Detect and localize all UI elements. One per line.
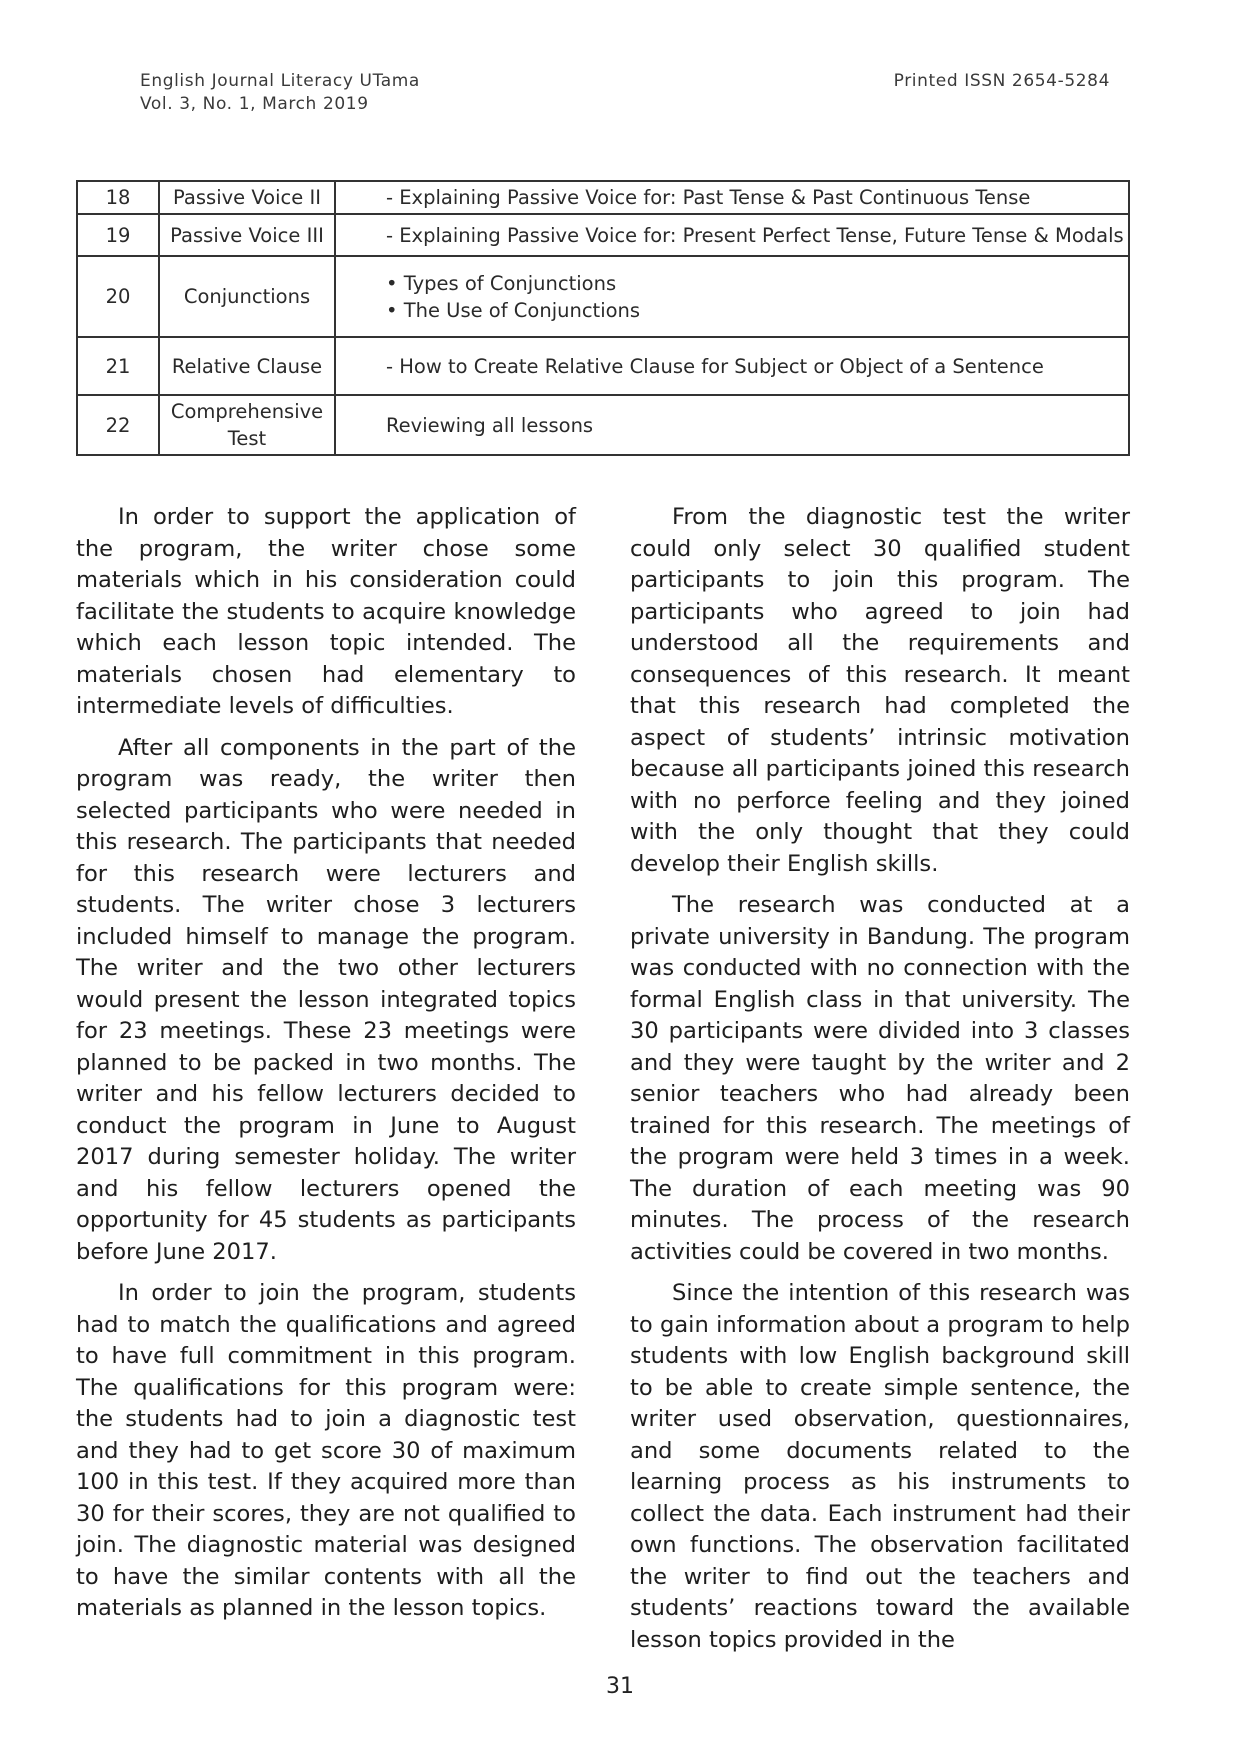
lesson-topics-table xyxy=(76,180,1130,456)
description-line: Reviewing all lessons xyxy=(386,413,594,437)
lesson-description xyxy=(335,181,1129,214)
row-number: 19 xyxy=(77,214,159,256)
paragraph: After all components in the part of the program was ready, the writer then selected participants who were needed in this research. The participants that needed for this research were lecturers and students. The writer chose 3 lecturers included himself to manage the program. The writer and the two other lecturers would present the lesson integrated topics for 23 meetings. These 23 meetings were planned to be packed in two months. The writer and his fellow lecturers decided to conduct the program in June to August 2017 during semester holiday. The writer and his fellow lecturers opened the opportunity for 45 students as participants before June 2017. xyxy=(76,734,576,1265)
lesson-topic: Passive Voice II xyxy=(159,181,335,214)
lesson-topic: Comprehensive Test xyxy=(159,395,335,455)
paragraph: In order to join the program, students had to match the qualifications and agreed to have full commitment in this program. The qualifications for this program were: the students had to join a diagnostic test and they had to get score 30 of maximum 100 in this test. If they acquired more than 30 for their scores, they are not qualified to join. The diagnostic material was designed to have the similar contents with all the materials as planned in the lesson topics. xyxy=(76,1280,576,1621)
description-line: - How to Create Relative Clause for Subject or Object of a Sentence xyxy=(386,354,1044,378)
journal-volume: Vol. 3, No. 1, March 2019 xyxy=(140,94,369,114)
lesson-description xyxy=(335,395,1129,455)
lesson-description xyxy=(335,214,1129,256)
description-line: • The Use of Conjunctions xyxy=(386,298,641,322)
page-number: 31 xyxy=(606,1674,634,1699)
row-number: 18 xyxy=(77,181,159,214)
table-row xyxy=(77,256,1129,337)
paragraph: In order to support the application of the program, the writer chose some materials which in his consideration could facilitate the students to acquire knowledge which each lesson topic intended. The materials chosen had elementary to intermediate levels of difficulties. xyxy=(76,504,576,719)
right-column xyxy=(630,502,1130,1666)
paragraph: From the diagnostic test the writer could only select 30 qualified student participants to join this program. The participants who agreed to join had understood all the requirements and consequences of this research. It meant that this research had completed the aspect of students’ intrinsic motivation because all participants joined this research with no perforce feeling and they joined with the only thought that they could develop their English skills. xyxy=(630,504,1130,877)
table-row xyxy=(77,214,1129,256)
description-line: • Types of Conjunctions xyxy=(386,271,617,295)
table-row xyxy=(77,337,1129,395)
lesson-topic: Conjunctions xyxy=(159,256,335,337)
description-line: - Explaining Passive Voice for: Past Tense & Past Continuous Tense xyxy=(386,186,1031,209)
paragraph: The research was conducted at a private university in Bandung. The program was conducted with no connection with the formal English class in that university. The 30 participants were divided into 3 classes and they were taught by the writer and 2 senior teachers who had already been trained for this research. The meetings of the program were held 3 times in a week. The duration of each meeting was 90 minutes. The process of the research activities could be covered in two months. xyxy=(630,892,1130,1265)
paragraph: Since the intention of this research was to gain information about a program to help students with low English background skill to be able to create simple sentence, the writer used observation, questionnaires, and some documents related to the learning process as his instruments to collect the data. Each instrument had their own functions. The observation facilitated the writer to find out the teachers and students’ reactions toward the available lesson topics provided in the xyxy=(630,1280,1130,1653)
row-number: 22 xyxy=(77,395,159,455)
lesson-description xyxy=(335,337,1129,395)
table-row xyxy=(77,395,1129,455)
journal-issn: Printed ISSN 2654-5284 xyxy=(893,71,1110,91)
lesson-topic: Passive Voice III xyxy=(159,214,335,256)
table-row xyxy=(77,181,1129,214)
row-number: 20 xyxy=(77,256,159,337)
journal-info xyxy=(140,70,420,116)
lesson-description xyxy=(335,256,1129,337)
description-line: - Explaining Passive Voice for: Present Perfect Tense, Future Tense & Modals xyxy=(386,223,1124,247)
lesson-topic: Relative Clause xyxy=(159,337,335,395)
journal-title: English Journal Literacy UTama xyxy=(140,71,420,91)
left-column xyxy=(76,502,576,1635)
row-number: 21 xyxy=(77,337,159,395)
